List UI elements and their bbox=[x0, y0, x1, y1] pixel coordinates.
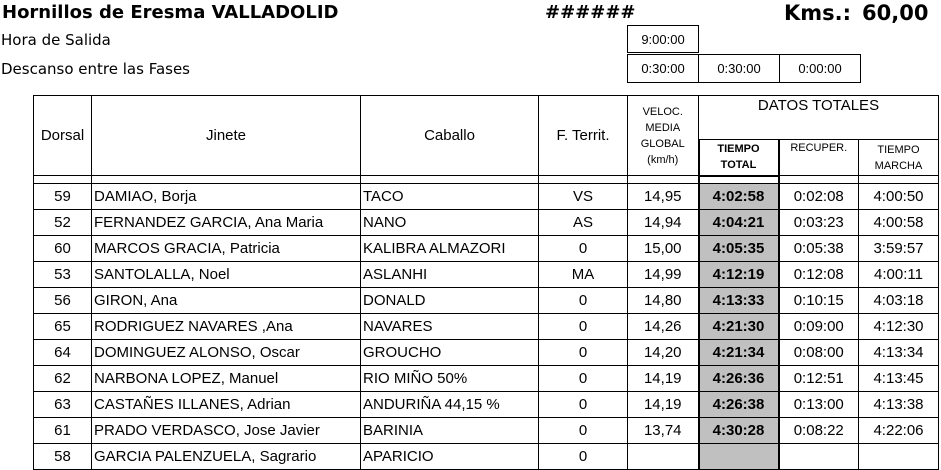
cell-recuper: 0:10:15 bbox=[779, 287, 859, 313]
hora-salida-label: Hora de Salida bbox=[1, 31, 111, 49]
cell-jinete: MARCOS GRACIA, Patricia bbox=[92, 235, 361, 261]
cell-caballo: NAVARES bbox=[361, 313, 539, 339]
overflow-cell: ###### bbox=[545, 2, 636, 23]
header-tiempo-total-line2: TOTAL bbox=[720, 159, 757, 172]
cell-tiempo-total: 4:13:33 bbox=[699, 287, 779, 313]
cell-dorsal: 63 bbox=[34, 391, 92, 417]
cell-dorsal: 59 bbox=[34, 183, 92, 209]
cell-dorsal: 53 bbox=[34, 261, 92, 287]
spacer-row bbox=[34, 176, 939, 184]
cell-territ: 0 bbox=[539, 365, 628, 391]
cell-veloc bbox=[628, 443, 699, 469]
cell-tiempo-marcha: 4:13:45 bbox=[859, 365, 939, 391]
cell-territ: 0 bbox=[539, 443, 628, 469]
cell-veloc: 14,95 bbox=[628, 183, 699, 209]
header-tiempo-marcha bbox=[859, 140, 939, 176]
cell-territ: 0 bbox=[539, 391, 628, 417]
cell-territ: 0 bbox=[539, 235, 628, 261]
cell-veloc: 14,20 bbox=[628, 339, 699, 365]
cell-tiempo-total: 4:12:19 bbox=[699, 261, 779, 287]
cell-tiempo-total: 4:30:28 bbox=[699, 417, 779, 443]
table-row bbox=[34, 417, 939, 443]
cell-recuper bbox=[779, 443, 859, 469]
cell-tiempo-marcha: 4:13:34 bbox=[859, 339, 939, 365]
table-row bbox=[34, 365, 939, 391]
cell-dorsal: 64 bbox=[34, 339, 92, 365]
cell-territ: VS bbox=[539, 183, 628, 209]
table-row bbox=[34, 391, 939, 417]
kms-label: Kms.: bbox=[784, 1, 852, 25]
cell-jinete: DOMINGUEZ ALONSO, Oscar bbox=[92, 339, 361, 365]
cell-caballo: NANO bbox=[361, 209, 539, 235]
cell-dorsal: 56 bbox=[34, 287, 92, 313]
cell-tiempo-total: 4:21:34 bbox=[699, 339, 779, 365]
cell-territ: 0 bbox=[539, 313, 628, 339]
cell-caballo: BARINIA bbox=[361, 417, 539, 443]
cell-tiempo-marcha: 4:00:58 bbox=[859, 209, 939, 235]
cell-veloc: 14,19 bbox=[628, 391, 699, 417]
cell-veloc: 14,26 bbox=[628, 313, 699, 339]
cell-recuper: 0:12:51 bbox=[779, 365, 859, 391]
cell-jinete: NARBONA LOPEZ, Manuel bbox=[92, 365, 361, 391]
page-title: Hornillos de Eresma VALLADOLID bbox=[2, 2, 339, 23]
cell-dorsal: 60 bbox=[34, 235, 92, 261]
cell-tiempo-marcha: 4:13:38 bbox=[859, 391, 939, 417]
cell-veloc: 14,94 bbox=[628, 209, 699, 235]
results-body bbox=[34, 176, 939, 470]
cell-jinete: CASTAÑES ILLANES, Adrian bbox=[92, 391, 361, 417]
table-row bbox=[34, 183, 939, 209]
cell-recuper: 0:03:23 bbox=[779, 209, 859, 235]
cell-territ: 0 bbox=[539, 287, 628, 313]
cell-tiempo-total: 4:02:58 bbox=[699, 183, 779, 209]
header-datos-totales: DATOS TOTALES bbox=[699, 96, 939, 140]
table-row bbox=[34, 209, 939, 235]
cell-jinete: PRADO VERDASCO, Jose Javier bbox=[92, 417, 361, 443]
cell-territ: 0 bbox=[539, 339, 628, 365]
header-tiempo-marcha-line1: TIEMPO bbox=[877, 143, 920, 156]
cell-tiempo-marcha: 4:00:11 bbox=[859, 261, 939, 287]
header-veloc-line1: VELOC. bbox=[642, 105, 683, 118]
cell-jinete: FERNANDEZ GARCIA, Ana Maria bbox=[92, 209, 361, 235]
header-dorsal: Dorsal bbox=[34, 96, 92, 176]
descanso-value-2: 0:30:00 bbox=[698, 54, 780, 83]
cell-veloc: 15,00 bbox=[628, 235, 699, 261]
cell-dorsal: 62 bbox=[34, 365, 92, 391]
cell-caballo: KALIBRA ALMAZORI bbox=[361, 235, 539, 261]
cell-tiempo-total: 4:04:21 bbox=[699, 209, 779, 235]
cell-tiempo-total: 4:26:38 bbox=[699, 391, 779, 417]
cell-tiempo-total: 4:26:36 bbox=[699, 365, 779, 391]
cell-dorsal: 65 bbox=[34, 313, 92, 339]
cell-recuper: 0:08:22 bbox=[779, 417, 859, 443]
kms-value: 60,00 bbox=[862, 1, 929, 25]
cell-territ: MA bbox=[539, 261, 628, 287]
table-row bbox=[34, 235, 939, 261]
cell-jinete: SANTOLALLA, Noel bbox=[92, 261, 361, 287]
cell-jinete: DAMIAO, Borja bbox=[92, 183, 361, 209]
cell-dorsal: 61 bbox=[34, 417, 92, 443]
cell-dorsal: 52 bbox=[34, 209, 92, 235]
cell-jinete: GARCIA PALENZUELA, Sagrario bbox=[92, 443, 361, 469]
cell-veloc: 14,99 bbox=[628, 261, 699, 287]
cell-tiempo-total bbox=[699, 443, 779, 469]
descanso-value-3: 0:00:00 bbox=[779, 54, 861, 83]
header-tiempo-marcha-line2: MARCHA bbox=[874, 159, 923, 172]
cell-recuper: 0:13:00 bbox=[779, 391, 859, 417]
descanso-value-1: 0:30:00 bbox=[627, 54, 699, 83]
header-jinete: Jinete bbox=[92, 96, 361, 176]
cell-caballo: ASLANHI bbox=[361, 261, 539, 287]
cell-caballo: RIO MIÑO 50% bbox=[361, 365, 539, 391]
header-tiempo-total-line1: TIEMPO bbox=[717, 143, 760, 156]
cell-dorsal: 58 bbox=[34, 443, 92, 469]
table-row bbox=[34, 261, 939, 287]
header-veloc-line3: GLOBAL bbox=[640, 137, 685, 150]
cell-caballo: GROUCHO bbox=[361, 339, 539, 365]
cell-caballo: DONALD bbox=[361, 287, 539, 313]
cell-tiempo-marcha: 4:22:06 bbox=[859, 417, 939, 443]
cell-tiempo-total: 4:21:30 bbox=[699, 313, 779, 339]
cell-recuper: 0:02:08 bbox=[779, 183, 859, 209]
results-table bbox=[33, 95, 939, 470]
table-row bbox=[34, 443, 939, 469]
header-veloc-line2: MEDIA bbox=[645, 121, 681, 134]
cell-recuper: 0:08:00 bbox=[779, 339, 859, 365]
cell-territ: AS bbox=[539, 209, 628, 235]
header-veloc bbox=[628, 96, 699, 176]
cell-territ: 0 bbox=[539, 417, 628, 443]
table-row bbox=[34, 313, 939, 339]
cell-recuper: 0:09:00 bbox=[779, 313, 859, 339]
hora-salida-value: 9:00:00 bbox=[627, 25, 699, 53]
header-tiempo-total bbox=[699, 140, 779, 176]
header-recuper: RECUPER. bbox=[779, 140, 859, 176]
cell-jinete: GIRON, Ana bbox=[92, 287, 361, 313]
cell-tiempo-marcha bbox=[859, 443, 939, 469]
cell-veloc: 13,74 bbox=[628, 417, 699, 443]
header-veloc-line4: (km/h) bbox=[647, 153, 679, 166]
table-row bbox=[34, 339, 939, 365]
cell-tiempo-marcha: 4:12:30 bbox=[859, 313, 939, 339]
cell-veloc: 14,19 bbox=[628, 365, 699, 391]
cell-veloc: 14,80 bbox=[628, 287, 699, 313]
cell-recuper: 0:12:08 bbox=[779, 261, 859, 287]
descanso-label: Descanso entre las Fases bbox=[1, 60, 190, 78]
cell-caballo: ANDURIÑA 44,15 % bbox=[361, 391, 539, 417]
cell-jinete: RODRIGUEZ NAVARES ,Ana bbox=[92, 313, 361, 339]
cell-tiempo-marcha: 3:59:57 bbox=[859, 235, 939, 261]
cell-caballo: TACO bbox=[361, 183, 539, 209]
cell-recuper: 0:05:38 bbox=[779, 235, 859, 261]
table-row bbox=[34, 287, 939, 313]
header-territ: F. Territ. bbox=[539, 96, 628, 176]
cell-tiempo-marcha: 4:03:18 bbox=[859, 287, 939, 313]
header-caballo: Caballo bbox=[361, 96, 539, 176]
cell-tiempo-total: 4:05:35 bbox=[699, 235, 779, 261]
cell-tiempo-marcha: 4:00:50 bbox=[859, 183, 939, 209]
cell-caballo: APARICIO bbox=[361, 443, 539, 469]
